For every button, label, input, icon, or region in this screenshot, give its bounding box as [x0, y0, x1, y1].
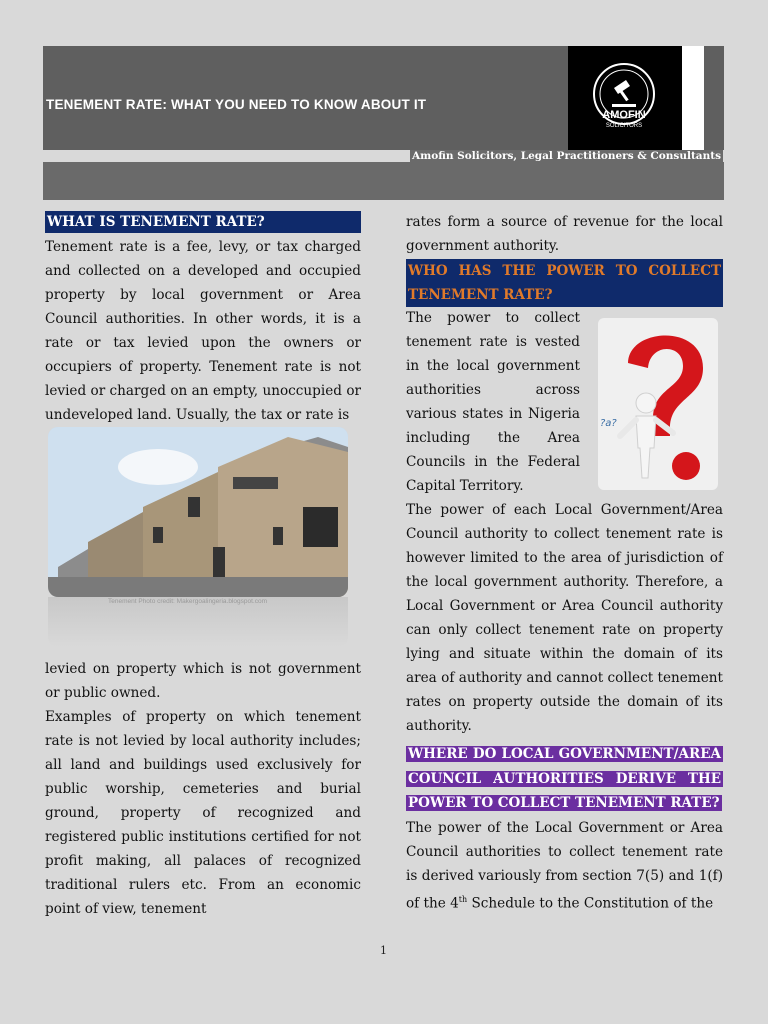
right-column-power-text — [406, 306, 580, 498]
heading-what-is-tenement-rate: WHAT IS TENEMENT RATE? — [45, 211, 361, 233]
photo-credit: Tenement Photo credit: Makergoalingeria.blogspot.com — [108, 598, 267, 605]
paragraph-power-vested: The power to collect tenement rate is vested in the local government authorities across various states in Nigeria including the Area Councils in the Federal Capital Territory. — [406, 310, 580, 494]
heading-who-has-power: WHO HAS THE POWER TO COLLECT TENEMENT RATE? — [406, 259, 723, 307]
question-mark-image — [598, 318, 718, 490]
paragraph-constitution-text: The power of the Local Government or Area Council authorities to collect tenement rate is derived variously from section 7(5) and 1(f) of the 4 — [406, 819, 723, 912]
document-title: TENEMENT RATE: WHAT YOU NEED TO KNOW ABOUT IT — [46, 97, 427, 112]
superscript-th: th — [458, 894, 468, 904]
amofin-logo — [568, 46, 704, 150]
logo-emblem-icon — [568, 46, 682, 150]
right-column-middle — [406, 498, 723, 915]
paragraph-not-government: levied on property which is not government or public owned. — [45, 661, 361, 701]
header-tagline: Amofin Solicitors, Legal Practitioners & Consultants — [411, 150, 721, 162]
paragraph-revenue: rates form a source of revenue for the local government authority. — [406, 214, 723, 254]
heading-where-power-wrap — [406, 742, 723, 816]
svg-text:AMOFIN: AMOFIN — [602, 109, 646, 121]
paragraph-examples: Examples of property on which tenement rate is not levied by local authority includes; all land and buildings used exclusively for public worship, cemeteries and burial ground, property of recognized and registered public institutions certified for not profit making, all palaces of recognized traditional rulers etc. From an economic point of view, tenement — [45, 709, 361, 917]
heading-where-power: WHERE DO LOCAL GOVERNMENT/AREA COUNCIL AUTHORITIES DERIVE THE POWER TO COLLECT TENEMENT RATE? — [408, 746, 721, 811]
paragraph-definition: Tenement rate is a fee, levy, or tax charged and collected on a developed and occupied property by local government or Area Council authorities. In other words, it is a rate or tax levied upon the owners or occupiers of property. Tenement rate is not levied or charged on an empty, unoccupied or undeveloped land. Usually, the tax or rate is — [45, 239, 361, 423]
svg-text:SOLICITORS: SOLICITORS — [605, 123, 643, 129]
right-column-top — [406, 210, 723, 307]
left-column-bottom — [45, 657, 361, 921]
question-mark-icon — [598, 318, 718, 490]
paragraph-jurisdiction: The power of each Local Government/Area Council authority to collect tenement rate is however limited to the area of jurisdiction of the local government authority. Therefore, a Local Government or Area Council authority can only collect tenement rate on property lying and situate within the domain of its area of authority and cannot collect tenement rates on property outside the domain of its authority. — [406, 502, 723, 734]
page-number: 1 — [380, 944, 387, 957]
header-band — [43, 162, 724, 200]
building-photo — [48, 427, 348, 597]
paragraph-constitution-tail: Schedule to the Constitution of the — [467, 895, 714, 912]
svg-text:?a?: ?a? — [600, 418, 617, 429]
building-image — [48, 427, 348, 597]
left-column-top — [45, 211, 361, 427]
paragraph-constitution — [406, 816, 723, 916]
